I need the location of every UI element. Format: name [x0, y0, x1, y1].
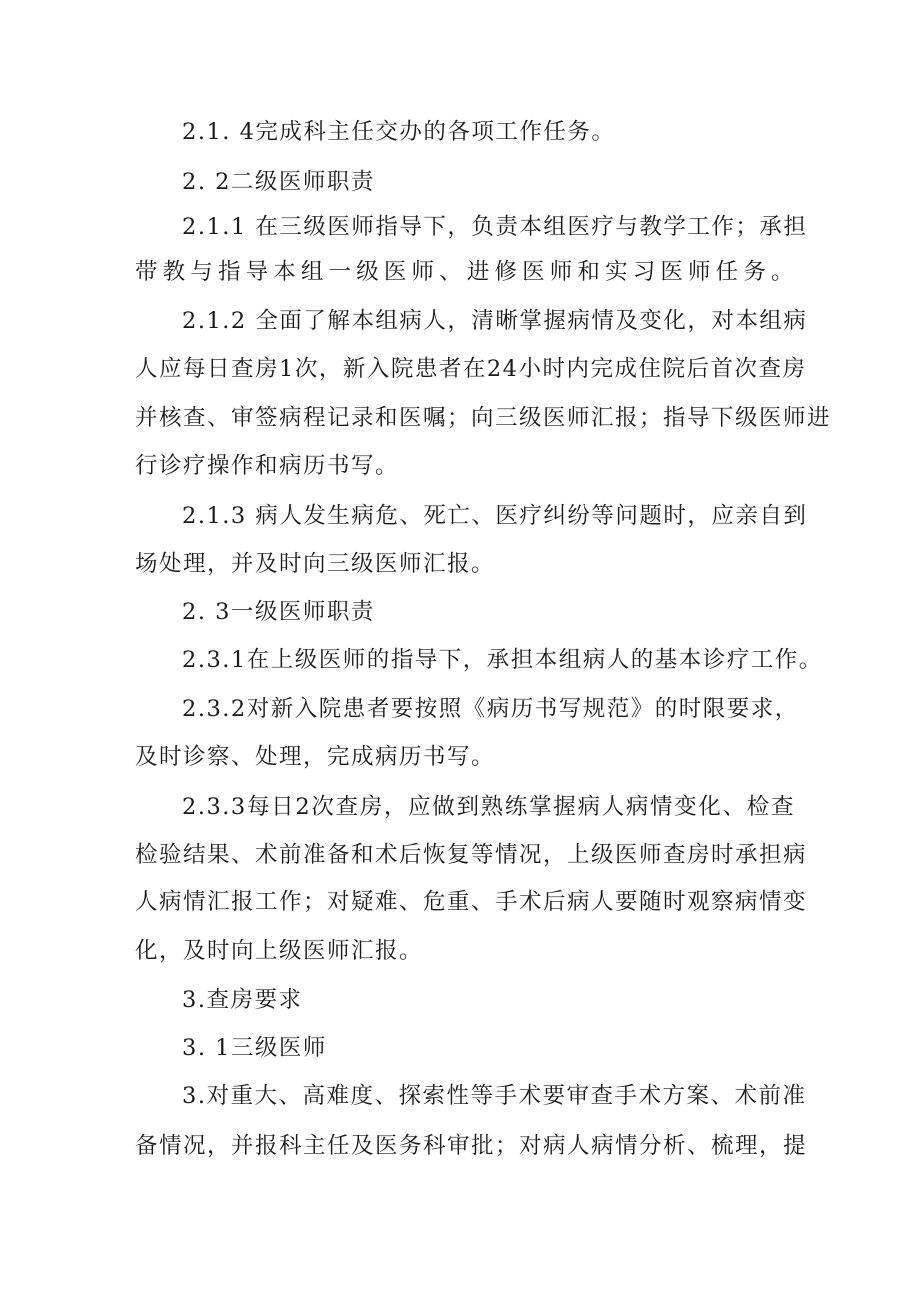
- para-2-3-3-line-1: 2.3.3每日2次查房，应做到熟练掌握病人病情变化、检查: [182, 794, 795, 820]
- para-3-line-2: 备情况，并报科主任及医务科审批；对病人病情分析、梳理，提: [135, 1133, 808, 1159]
- para-2-1-2-line-4: 行诊疗操作和病历书写。: [135, 453, 400, 479]
- heading-2-3: 2. 3一级医师职责: [182, 599, 375, 625]
- para-2-1-1-line-1: 2.1.1 在三级医师指导下，负责本组医疗与教学工作；承担: [182, 214, 808, 240]
- para-2-1-4: 2.1. 4完成科主任交办的各项工作任务。: [182, 119, 616, 145]
- heading-3-1: 3. 1三级医师: [182, 1035, 327, 1061]
- para-2-3-2-line-1: 2.3.2对新入院患者要按照《病历书写规范》的时限要求，: [182, 696, 799, 722]
- heading-2-2: 2. 2二级医师职责: [182, 169, 375, 195]
- para-2-3-1: 2.3.1在上级医师的指导下，承担本组病人的基本诊疗工作。: [182, 647, 823, 673]
- para-2-3-3-line-2: 检验结果、术前准备和术后恢复等情况，上级医师查房时承担病: [135, 842, 808, 868]
- para-2-1-3-line-1: 2.1.3 病人发生病危、死亡、医疗纠纷等问题时，应亲自到: [182, 503, 808, 529]
- para-2-1-2-line-1: 2.1.2 全面了解本组病人，清晰掌握病情及变化，对本组病: [182, 308, 808, 334]
- para-3-line-1: 3.对重大、高难度、探索性等手术要审查手术方案、术前准: [182, 1083, 807, 1109]
- para-2-1-2-line-2: 人应每日查房1次，新入院患者在24小时内完成住院后首次查房: [135, 356, 807, 382]
- para-2-3-3-line-3: 人病情汇报工作；对疑难、危重、手术后病人要随时观察病情变: [135, 889, 808, 915]
- para-2-3-3-line-4: 化，及时向上级医师汇报。: [135, 938, 424, 964]
- para-2-1-2-line-3: 并核查、审签病程记录和医嘱；向三级医师汇报；指导下级医师进: [135, 405, 832, 431]
- para-2-1-3-line-2: 场处理，并及时向三级医师汇报。: [135, 551, 496, 577]
- heading-3: 3.查房要求: [182, 987, 303, 1013]
- para-2-3-2-line-2: 及时诊察、处理，完成病历书写。: [135, 744, 496, 770]
- para-2-1-1-line-2: 带教与指导本组一级医师、进修医师和实习医师任务。: [135, 259, 795, 285]
